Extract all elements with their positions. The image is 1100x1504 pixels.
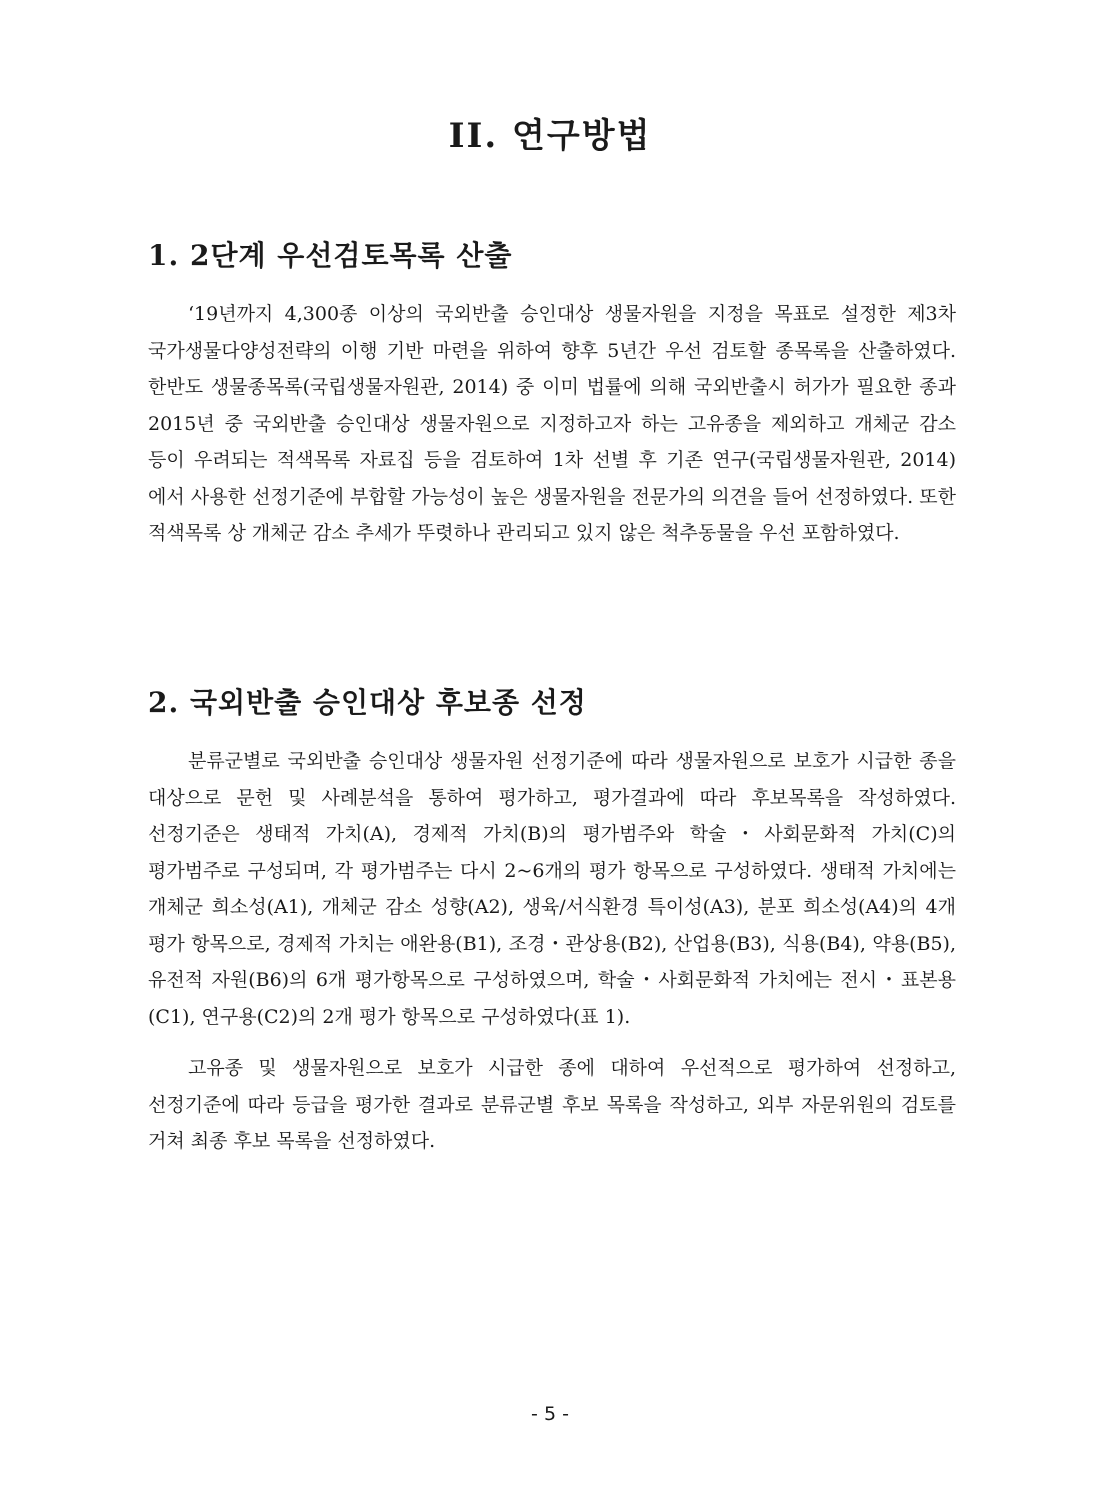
section-heading: 1. 2단계 우선검토목록 산출 <box>148 239 513 272</box>
section-heading: 2. 국외반출 승인대상 후보종 선정 <box>148 686 587 719</box>
page-number: - 5 - <box>531 1403 569 1425</box>
paragraph: 고유종 및 생물자원으로 보호가 시급한 종에 대하여 우선적으로 평가하여 선정하고, 선정기준에 따라 등급을 평가한 결과로 분류군별 후보 목록을 작성하고, 외부 자문위원의 검토를 거쳐 최종 후보 목록을 선정하였다. <box>148 1057 956 1152</box>
paragraph: ‘19년까지 4,300종 이상의 국외반출 승인대상 생물자원을 지정을 목표로 설정한 제3차 국가생물다양성전략의 이행 기반 마련을 위하여 향후 5년간 우선 검토할 종목록을 산출하였다. 한반도 생물종목록(국립생물자원관, 2014) 중 이미 법률에 의해 국외반출시 허가가 필요한 종과 2015년 중 국외반출 승인대상 생물자원으로 지정하고자 하는 고유종을 제외하고 개체군 감소 등이 우려되는 적색목록 자료집 등을 검토하여 1차 선별 후 기존 연구(국립생물자원관, 2014)에서 사용한 선정기준에 부합할 가능성이 높은 생물자원을 전문가의 의견을 들어 선정하였다. 또한 적색목록 상 개체군 감소 추세가 뚜렷하나 관리되고 있지 않은 척추동물을 우선 포함하였다. <box>148 303 956 544</box>
chapter-title: II. 연구방법 <box>448 116 652 156</box>
paragraph: 분류군별로 국외반출 승인대상 생물자원 선정기준에 따라 생물자원으로 보호가 시급한 종을 대상으로 문헌 및 사례분석을 통하여 평가하고, 평가결과에 따라 후보목록을 작성하였다. 선정기준은 생태적 가치(A), 경제적 가치(B)의 평가범주와 학술・사회문화적 가치(C)의 평가범주로 구성되며, 각 평가범주는 다시 2~6개의 평가 항목으로 구성하였다. 생태적 가치에는 개체군 희소성(A1), 개체군 감소 성향(A2), 생육/서식환경 특이성(A3), 분포 희소성(A4)의 4개 평가 항목으로, 경제적 가치는 애완용(B1), 조경・관상용(B2), 산업용(B3), 식용(B4), 약용(B5), 유전적 자원(B6)의 6개 평가항목으로 구성하였으며, 학술・사회문화적 가치에는 전시・표본용(C1), 연구용(C2)의 2개 평가 항목으로 구성하였다(표 1). <box>148 750 956 1028</box>
section-priority-review-list <box>148 236 956 552</box>
section-candidate-selection <box>148 683 956 1160</box>
